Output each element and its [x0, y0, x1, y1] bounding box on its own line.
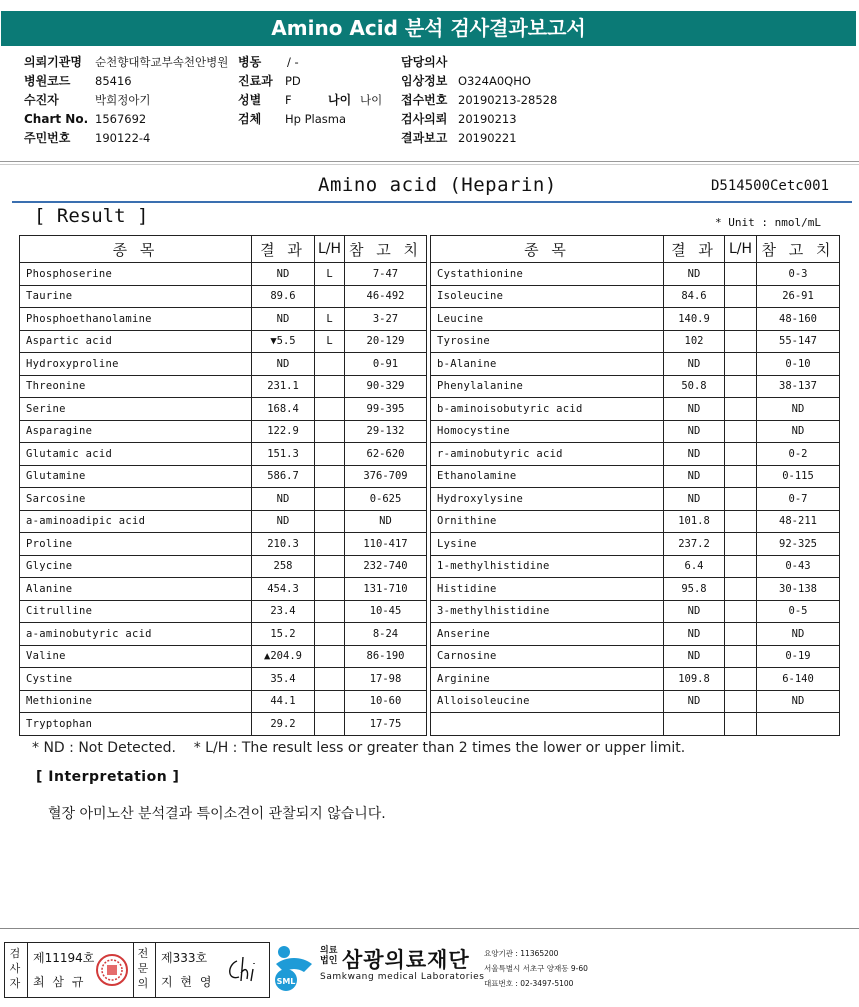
result-row: [20, 353, 427, 376]
result-row: [431, 330, 840, 353]
result-row: [431, 690, 840, 713]
analyte-reference: 55-147: [757, 330, 840, 353]
organization-phone: 대표번호 : 02-3497-5100: [484, 979, 574, 988]
result-row: [431, 353, 840, 376]
analyte-name: Arginine: [431, 668, 664, 691]
analyte-reference: 0-625: [345, 488, 427, 511]
info-divider-2: [0, 164, 859, 165]
analyte-result: 454.3: [252, 578, 315, 601]
analyte-result: 84.6: [664, 285, 725, 308]
analyte-name: Glutamic acid: [20, 443, 252, 466]
analyte-result: ND: [664, 645, 725, 668]
unit-note: * Unit : nmol/mL: [715, 216, 821, 229]
analyte-lh-flag: [315, 465, 345, 488]
analyte-reference: 0-43: [757, 555, 840, 578]
result-row: [20, 398, 427, 421]
analyte-name: Phosphoserine: [20, 263, 252, 286]
request-date-label: 검사의뢰: [401, 112, 448, 126]
result-row: [431, 443, 840, 466]
analyte-reference: 232-740: [345, 555, 427, 578]
analyte-lh-flag: [725, 510, 757, 533]
result-row: [431, 533, 840, 556]
interpretation-text: 혈장 아미노산 분석결과 특이소견이 관찰되지 않습니다.: [48, 806, 386, 822]
analyte-name: Homocystine: [431, 420, 664, 443]
analyte-name: Anserine: [431, 623, 664, 646]
ward-value: / -: [287, 55, 299, 69]
analyte-reference: 3-27: [345, 308, 427, 331]
analyte-reference: 92-325: [757, 533, 840, 556]
patient-info-col1: [24, 53, 229, 148]
analyte-lh-flag: [725, 623, 757, 646]
analyte-lh-flag: [315, 285, 345, 308]
analyte-result: ND: [664, 353, 725, 376]
result-row: [20, 533, 427, 556]
analyte-reference: ND: [757, 623, 840, 646]
analyte-lh-flag: [725, 488, 757, 511]
analyte-result: 6.4: [664, 555, 725, 578]
analyte-name: Carnosine: [431, 645, 664, 668]
results-table-left: [19, 235, 427, 736]
analyte-result: 122.9: [252, 420, 315, 443]
result-row: [431, 285, 840, 308]
clinical-info-label: 임상정보: [401, 74, 448, 88]
result-row: [431, 668, 840, 691]
sig-divider: [155, 943, 156, 997]
result-row: [431, 578, 840, 601]
analyte-result: ND: [252, 488, 315, 511]
analyte-lh-flag: [725, 443, 757, 466]
ward-label: 병동: [238, 55, 262, 69]
patient-info-col3: [401, 53, 558, 148]
clinical-info-value: O324A0QHO: [458, 74, 531, 88]
analyte-result: 44.1: [252, 690, 315, 713]
result-row: [431, 510, 840, 533]
result-row: [431, 465, 840, 488]
analyte-name: [431, 713, 664, 736]
analyte-result: 89.6: [252, 285, 315, 308]
analyte-name: Lysine: [431, 533, 664, 556]
analyte-reference: 0-19: [757, 645, 840, 668]
table-header-row: [431, 236, 840, 263]
analyte-reference: ND: [345, 510, 427, 533]
receipt-no-value: 20190213-28528: [458, 93, 558, 107]
analyte-name: Hydroxyproline: [20, 353, 252, 376]
examinee-label: 수진자: [24, 93, 59, 107]
analyte-name: Tryptophan: [20, 713, 252, 736]
analyte-name: b-Alanine: [431, 353, 664, 376]
request-date-value: 20190213: [458, 112, 517, 126]
result-row: [20, 285, 427, 308]
resident-no-value: 190122-4: [95, 131, 151, 145]
result-section-label: [ Result ]: [34, 205, 149, 227]
result-row: [431, 645, 840, 668]
analyte-result: ▼5.5: [252, 330, 315, 353]
analyte-lh-flag: [725, 308, 757, 331]
examiner-license: 제11194호: [33, 951, 95, 965]
result-row: [431, 623, 840, 646]
analyte-reference: 110-417: [345, 533, 427, 556]
analyte-lh-flag: [315, 623, 345, 646]
analyte-name: Ornithine: [431, 510, 664, 533]
header-result: 결 과: [252, 236, 315, 263]
analyte-reference: 20-129: [345, 330, 427, 353]
doctor-label: 담당의사: [401, 55, 448, 69]
analyte-lh-flag: [315, 668, 345, 691]
analyte-reference: 8-24: [345, 623, 427, 646]
analyte-result: ND: [664, 465, 725, 488]
interpretation-label: [ Interpretation ]: [36, 769, 180, 785]
analyte-lh-flag: [725, 353, 757, 376]
title-underline: [12, 201, 852, 203]
analyte-result: ▲204.9: [252, 645, 315, 668]
specialist-vertical-label: [134, 946, 152, 991]
specimen-label: 검체: [238, 112, 262, 126]
result-row: [20, 465, 427, 488]
analyte-reference: 26-91: [757, 285, 840, 308]
result-row: [20, 330, 427, 353]
result-row: [20, 375, 427, 398]
analyte-lh-flag: [315, 533, 345, 556]
result-row: [431, 555, 840, 578]
result-row: [20, 443, 427, 466]
examiner-seal-icon: [95, 953, 129, 987]
analyte-name: Alloisoleucine: [431, 690, 664, 713]
analyte-result: 109.8: [664, 668, 725, 691]
analyte-reference: 7-47: [345, 263, 427, 286]
analyte-reference: 46-492: [345, 285, 427, 308]
analyte-name: Isoleucine: [431, 285, 664, 308]
analyte-lh-flag: [315, 443, 345, 466]
receipt-no-label: 접수번호: [401, 93, 448, 107]
header-lh: L/H: [725, 236, 757, 263]
analyte-name: Valine: [20, 645, 252, 668]
analyte-name: Glycine: [20, 555, 252, 578]
analyte-reference: 0-91: [345, 353, 427, 376]
analyte-name: Alanine: [20, 578, 252, 601]
analyte-name: r-aminobutyric acid: [431, 443, 664, 466]
header-reference: 참 고 치: [757, 236, 840, 263]
analyte-name: Phosphoethanolamine: [20, 308, 252, 331]
analyte-result: 29.2: [252, 713, 315, 736]
analyte-lh-flag: [315, 555, 345, 578]
analyte-reference: 17-98: [345, 668, 427, 691]
examinee-value: 박희정아기: [95, 93, 151, 107]
analyte-result: 168.4: [252, 398, 315, 421]
sex-label: 성별: [238, 93, 262, 107]
analyte-reference: 38-137: [757, 375, 840, 398]
analyte-result: 102: [664, 330, 725, 353]
analyte-name: Leucine: [431, 308, 664, 331]
analyte-lh-flag: [315, 645, 345, 668]
report-date-value: 20190221: [458, 131, 517, 145]
analyte-result: 586.7: [252, 465, 315, 488]
analyte-reference: 90-329: [345, 375, 427, 398]
organization-info: [484, 946, 588, 991]
result-row: [20, 713, 427, 736]
hospital-code-label: 병원코드: [24, 74, 71, 88]
analyte-reference: 99-395: [345, 398, 427, 421]
analyte-name: Tyrosine: [431, 330, 664, 353]
analyte-reference: 0-2: [757, 443, 840, 466]
result-row: [20, 690, 427, 713]
analyte-name: Proline: [20, 533, 252, 556]
results-table-right: [430, 235, 840, 736]
analyte-reference: [757, 713, 840, 736]
result-row: [431, 375, 840, 398]
result-row: [20, 668, 427, 691]
result-row: [20, 263, 427, 286]
analyte-lh-flag: [725, 555, 757, 578]
analyte-name: Citrulline: [20, 600, 252, 623]
footnote: * ND : Not Detected. * L/H : The result less or greater than 2 times the lower or upper limit.: [32, 740, 686, 756]
analyte-lh-flag: [725, 263, 757, 286]
analyte-reference: ND: [757, 420, 840, 443]
analyte-result: 95.8: [664, 578, 725, 601]
analyte-name: Cystine: [20, 668, 252, 691]
analyte-lh-flag: [725, 578, 757, 601]
signature-icon: [223, 955, 263, 985]
analyte-lh-flag: L: [315, 308, 345, 331]
sig-divider: [27, 943, 28, 997]
footer-divider: [0, 928, 859, 929]
analyte-result: ND: [664, 398, 725, 421]
test-code: D514500Cetc001: [711, 178, 830, 194]
analyte-reference: 10-45: [345, 600, 427, 623]
analyte-result: ND: [252, 308, 315, 331]
analyte-lh-flag: [315, 600, 345, 623]
analyte-lh-flag: [725, 285, 757, 308]
analyte-result: 140.9: [664, 308, 725, 331]
analyte-reference: 48-211: [757, 510, 840, 533]
analyte-reference: 17-75: [345, 713, 427, 736]
analyte-name: a-aminobutyric acid: [20, 623, 252, 646]
examiner-name: 최 삼 규: [33, 975, 86, 989]
organization-name-en: Samkwang medical Laboratories: [320, 972, 485, 982]
analyte-lh-flag: [725, 645, 757, 668]
analyte-name: Hydroxylysine: [431, 488, 664, 511]
analyte-reference: 0-7: [757, 488, 840, 511]
analyte-result: 231.1: [252, 375, 315, 398]
result-row: [431, 600, 840, 623]
analyte-reference: 29-132: [345, 420, 427, 443]
analyte-result: 15.2: [252, 623, 315, 646]
analyte-result: 23.4: [252, 600, 315, 623]
analyte-lh-flag: [725, 420, 757, 443]
analyte-result: ND: [252, 263, 315, 286]
analyte-result: ND: [664, 263, 725, 286]
analyte-reference: 6-140: [757, 668, 840, 691]
result-row: [20, 555, 427, 578]
analyte-reference: 376-709: [345, 465, 427, 488]
analyte-name: Serine: [20, 398, 252, 421]
sex-value: F: [285, 93, 292, 107]
analyte-lh-flag: [725, 330, 757, 353]
analyte-result: ND: [252, 353, 315, 376]
analyte-reference: 48-160: [757, 308, 840, 331]
logo-text: SML: [276, 977, 296, 986]
header-item: 종 목: [20, 236, 252, 263]
department-label: 진료과: [238, 74, 273, 88]
analyte-reference: 0-3: [757, 263, 840, 286]
analyte-lh-flag: [315, 398, 345, 421]
analyte-lh-flag: [315, 420, 345, 443]
result-row: [431, 263, 840, 286]
age-value: 나이: [360, 93, 383, 107]
test-title: Amino acid (Heparin): [318, 174, 557, 196]
corp-label-1: 의료: [320, 946, 338, 956]
analyte-reference: 62-620: [345, 443, 427, 466]
analyte-result: ND: [664, 420, 725, 443]
analyte-name: 3-methylhistidine: [431, 600, 664, 623]
result-row: [20, 420, 427, 443]
analyte-name: 1-methylhistidine: [431, 555, 664, 578]
corp-label-2: 법인: [320, 956, 338, 966]
header-reference: 참 고 치: [345, 236, 427, 263]
result-row: [20, 645, 427, 668]
analyte-name: Methionine: [20, 690, 252, 713]
analyte-result: 237.2: [664, 533, 725, 556]
organization-name: 삼광의료재단: [342, 948, 470, 972]
analyte-result: 50.8: [664, 375, 725, 398]
organization-address: 서울특별시 서초구 양재동 9-60: [484, 964, 588, 973]
header-lh: L/H: [315, 236, 345, 263]
sml-logo: [272, 942, 318, 996]
analyte-reference: 86-190: [345, 645, 427, 668]
result-row: [20, 488, 427, 511]
info-divider: [0, 161, 859, 162]
analyte-name: b-aminoisobutyric acid: [431, 398, 664, 421]
resident-no-label: 주민번호: [24, 131, 71, 145]
analyte-result: 35.4: [252, 668, 315, 691]
analyte-result: 101.8: [664, 510, 725, 533]
signature-box: [4, 942, 270, 998]
analyte-name: Ethanolamine: [431, 465, 664, 488]
patient-info-col2: [238, 53, 383, 129]
table-header-row: [20, 236, 427, 263]
specialist-license: 제333호: [161, 951, 208, 965]
analyte-lh-flag: [725, 713, 757, 736]
analyte-name: Histidine: [431, 578, 664, 601]
analyte-result: ND: [664, 488, 725, 511]
analyte-name: a-aminoadipic acid: [20, 510, 252, 533]
analyte-reference: 10-60: [345, 690, 427, 713]
header-item: 종 목: [431, 236, 664, 263]
analyte-lh-flag: [725, 375, 757, 398]
result-row: [20, 623, 427, 646]
analyte-name: Phenylalanine: [431, 375, 664, 398]
analyte-lh-flag: [725, 600, 757, 623]
analyte-lh-flag: L: [315, 263, 345, 286]
analyte-result: [664, 713, 725, 736]
result-row: [431, 420, 840, 443]
sml-logo-icon: [272, 942, 318, 992]
analyte-name: Aspartic acid: [20, 330, 252, 353]
result-row: [431, 488, 840, 511]
result-row: [431, 308, 840, 331]
analyte-reference: 131-710: [345, 578, 427, 601]
result-row: [20, 510, 427, 533]
analyte-reference: 0-5: [757, 600, 840, 623]
chart-no-label: Chart No.: [24, 112, 89, 126]
analyte-lh-flag: [725, 690, 757, 713]
analyte-result: ND: [664, 690, 725, 713]
age-label: 나이: [328, 93, 352, 107]
analyte-name: Asparagine: [20, 420, 252, 443]
department-value: PD: [285, 74, 301, 88]
analyte-result: ND: [664, 623, 725, 646]
specimen-value: Hp Plasma: [285, 112, 347, 126]
result-row: [431, 713, 840, 736]
analyte-lh-flag: [315, 578, 345, 601]
analyte-lh-flag: [315, 510, 345, 533]
analyte-name: Glutamine: [20, 465, 252, 488]
analyte-lh-flag: [315, 375, 345, 398]
analyte-lh-flag: L: [315, 330, 345, 353]
analyte-result: 151.3: [252, 443, 315, 466]
analyte-reference: 30-138: [757, 578, 840, 601]
analyte-reference: 0-115: [757, 465, 840, 488]
analyte-reference: ND: [757, 398, 840, 421]
result-row: [20, 578, 427, 601]
agency-number: 요양기관 : 11365200: [484, 949, 559, 958]
analyte-result: ND: [664, 443, 725, 466]
analyte-reference: ND: [757, 690, 840, 713]
header-result: 결 과: [664, 236, 725, 263]
analyte-lh-flag: [725, 398, 757, 421]
result-row: [20, 600, 427, 623]
report-title-banner: Amino Acid 분석 검사결과보고서: [1, 11, 856, 46]
analyte-result: 210.3: [252, 533, 315, 556]
analyte-result: ND: [252, 510, 315, 533]
examiner-vertical-label: [6, 946, 24, 991]
report-date-label: 결과보고: [401, 131, 448, 145]
specialist-name: 지 현 영: [161, 975, 214, 989]
analyte-lh-flag: [315, 690, 345, 713]
analyte-name: Threonine: [20, 375, 252, 398]
analyte-result: ND: [664, 600, 725, 623]
analyte-lh-flag: [315, 353, 345, 376]
institution-label: 의뢰기관명: [24, 55, 82, 69]
result-row: [20, 308, 427, 331]
analyte-lh-flag: [725, 465, 757, 488]
institution-value: 순천향대학교부속천안병원: [95, 55, 229, 69]
specialist-vertical-text: 전문의: [137, 947, 149, 990]
analyte-name: Cystathionine: [431, 263, 664, 286]
analyte-lh-flag: [315, 488, 345, 511]
hospital-code-value: 85416: [95, 74, 132, 88]
analyte-reference: 0-10: [757, 353, 840, 376]
analyte-lh-flag: [725, 668, 757, 691]
chart-no-value: 1567692: [95, 112, 147, 126]
analyte-lh-flag: [315, 713, 345, 736]
analyte-lh-flag: [725, 533, 757, 556]
result-row: [431, 398, 840, 421]
examiner-vertical-text: 검사자: [9, 947, 21, 990]
corp-label: [320, 946, 337, 966]
analyte-name: Sarcosine: [20, 488, 252, 511]
analyte-result: 258: [252, 555, 315, 578]
analyte-name: Taurine: [20, 285, 252, 308]
